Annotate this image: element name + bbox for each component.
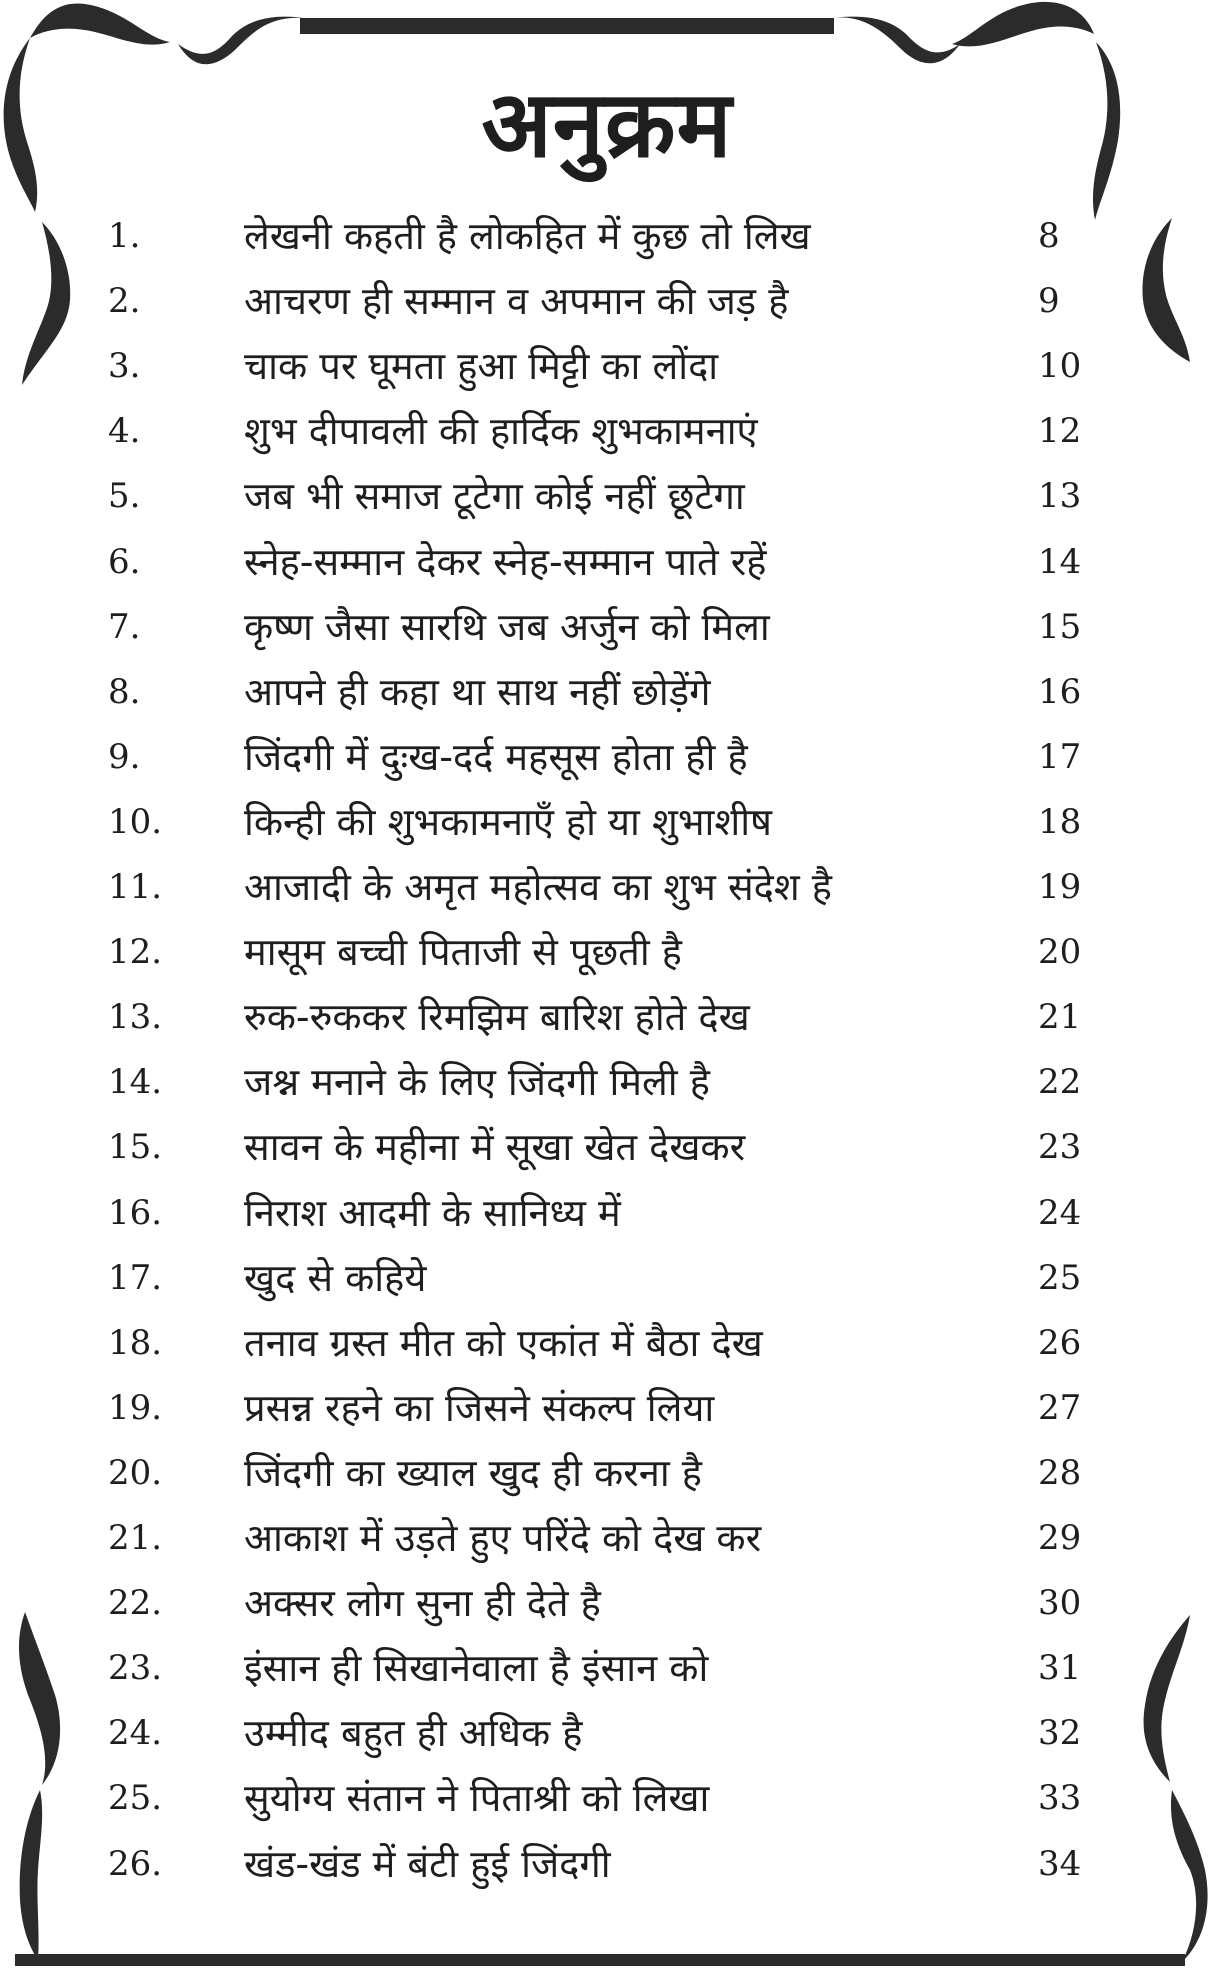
toc-entry-title: तनाव ग्रस्त मीत को एकांत में बैठा देख xyxy=(244,1320,763,1365)
toc-entry-title: इंसान ही सिखानेवाला है इंसान को xyxy=(244,1646,709,1691)
toc-entry-number: 4. xyxy=(108,411,141,452)
toc-entry xyxy=(0,662,1214,722)
toc-entry-title: चाक पर घूमता हुआ मिट्टी का लोंदा xyxy=(244,344,719,389)
frame-top-right-curl xyxy=(952,2,1094,47)
toc-entry-number: 8. xyxy=(108,671,141,712)
toc-entry-title: सुयोग्य संतान ने पिताश्री को लिखा xyxy=(244,1776,710,1821)
toc-entry-title: खुद से कहिये xyxy=(244,1255,427,1300)
frame-top-right-swoosh xyxy=(830,17,960,64)
toc-entry-page-number: 19 xyxy=(1038,867,1082,907)
toc-entry-page-number: 23 xyxy=(1038,1127,1082,1168)
frame-top-bar xyxy=(300,18,834,34)
toc-entry-page-number: 33 xyxy=(1038,1778,1082,1819)
toc-entry xyxy=(0,727,1214,787)
toc-entry xyxy=(0,1508,1214,1568)
toc-entry-page-number: 20 xyxy=(1038,932,1082,973)
toc-entry-page-number: 24 xyxy=(1038,1192,1082,1233)
toc-entry xyxy=(0,857,1214,917)
toc-entry xyxy=(0,1638,1214,1698)
toc-entry-number: 17. xyxy=(108,1257,163,1298)
toc-entry-title: जब भी समाज टूटेगा कोई नहीं छूटेगा xyxy=(244,474,745,519)
toc-entry xyxy=(0,987,1214,1047)
frame-top-left-swoosh xyxy=(178,17,305,65)
toc-entry-number: 12. xyxy=(108,932,163,973)
toc-entry-number: 26. xyxy=(108,1843,163,1884)
toc-entry-page-number: 14 xyxy=(1038,541,1082,582)
toc-entry-title: कृष्ण जैसा सारथि जब अर्जुन को मिला xyxy=(244,604,770,649)
toc-entry-page-number: 16 xyxy=(1038,671,1082,712)
toc-entry-number: 6. xyxy=(108,541,141,582)
toc-entry-page-number: 8 xyxy=(1038,216,1060,256)
toc-entry-number: 14. xyxy=(108,1062,163,1103)
toc-entry-number: 24. xyxy=(108,1713,163,1754)
page-title: अनुक्रम xyxy=(481,70,733,178)
toc-entry xyxy=(0,792,1214,852)
toc-entry-number: 23. xyxy=(108,1648,163,1689)
toc-entry-title: आचरण ही सम्मान व अपमान की जड़ है xyxy=(244,279,789,324)
toc-entry-number: 1. xyxy=(108,216,141,256)
toc-entry-title: सावन के महीना में सूखा खेत देखकर xyxy=(244,1125,746,1170)
toc-entry-title: आकाश में उड़ते हुए परिंदे को देख कर xyxy=(244,1516,762,1560)
toc-entry-page-number: 26 xyxy=(1038,1322,1082,1363)
toc-entry-title: लेखनी कहती है लोकहित में कुछ तो लिख xyxy=(244,214,811,258)
toc-entry-number: 16. xyxy=(108,1192,163,1233)
toc-entry-title: स्नेह-सम्मान देकर स्नेह-सम्मान पाते रहें xyxy=(244,539,767,584)
toc-entry-page-number: 31 xyxy=(1038,1648,1082,1689)
toc-entry-number: 21. xyxy=(108,1518,163,1558)
toc-entry-number: 7. xyxy=(108,606,141,647)
toc-entry-title: उम्मीद बहुत ही अधिक है xyxy=(244,1711,583,1756)
toc-entry xyxy=(0,1834,1214,1894)
toc-entry-number: 5. xyxy=(108,476,141,517)
toc-entry-page-number: 18 xyxy=(1038,801,1082,842)
toc-entry xyxy=(0,1378,1214,1438)
toc-entry-page-number: 12 xyxy=(1038,411,1082,452)
toc-entry-page-number: 22 xyxy=(1038,1062,1082,1103)
toc-entry-page-number: 17 xyxy=(1038,736,1082,777)
toc-entry-number: 9. xyxy=(108,736,141,777)
toc-entry-title: जिंदगी में दुःख-दर्द महसूस होता ही है xyxy=(244,734,748,779)
toc-entry xyxy=(0,1313,1214,1373)
toc-entry-title: आपने ही कहा था साथ नहीं छोड़ेंगे xyxy=(244,669,711,714)
toc-entry xyxy=(0,271,1214,331)
toc-entry xyxy=(0,1573,1214,1633)
toc-entry xyxy=(0,401,1214,461)
toc-entry-title: जिंदगी का ख्याल खुद ही करना है xyxy=(244,1450,702,1495)
toc-entry-number: 18. xyxy=(108,1322,163,1363)
toc-entry-title: शुभ दीपावली की हार्दिक शुभकामनाएं xyxy=(244,409,758,454)
toc-entry-page-number: 29 xyxy=(1038,1518,1082,1558)
toc-entry xyxy=(0,1703,1214,1763)
toc-entry xyxy=(0,1183,1214,1243)
toc-entry-page-number: 10 xyxy=(1038,346,1082,387)
toc-entry xyxy=(0,922,1214,982)
toc-entry-title: आजादी के अमृत महोत्सव का शुभ संदेश है xyxy=(244,865,832,909)
toc-entry-number: 19. xyxy=(108,1387,163,1428)
toc-entry-page-number: 30 xyxy=(1038,1583,1082,1624)
toc-entry-title: अक्सर लोग सुना ही देते है xyxy=(244,1581,601,1626)
toc-entry-number: 2. xyxy=(108,281,141,322)
toc-entry-page-number: 28 xyxy=(1038,1452,1082,1493)
toc-entry xyxy=(0,1052,1214,1112)
toc-entry-page-number: 13 xyxy=(1038,476,1082,517)
toc-entry-title: मासूम बच्ची पिताजी से पूछती है xyxy=(244,930,682,975)
toc-entry xyxy=(0,206,1214,266)
toc-entry xyxy=(0,1768,1214,1828)
toc-entry-number: 13. xyxy=(108,997,163,1038)
toc-entry xyxy=(0,336,1214,396)
toc-entry-title: जश्न मनाने के लिए जिंदगी मिली है xyxy=(244,1060,710,1105)
toc-entry-page-number: 25 xyxy=(1038,1257,1082,1298)
toc-entry-number: 10. xyxy=(108,801,163,842)
toc-entry-title: प्रसन्न रहने का जिसने संकल्प लिया xyxy=(244,1385,715,1430)
toc-entry-page-number: 34 xyxy=(1038,1843,1082,1884)
toc-entry-page-number: 32 xyxy=(1038,1713,1082,1754)
frame-bottom-bar xyxy=(15,1954,1185,1966)
toc-entry xyxy=(0,466,1214,526)
toc-entry-number: 22. xyxy=(108,1583,163,1624)
toc-entry-title: निराश आदमी के सानिध्य में xyxy=(244,1190,621,1235)
toc-entry xyxy=(0,1117,1214,1177)
frame-top-left-curl xyxy=(30,3,170,44)
toc-entry-number: 20. xyxy=(108,1452,163,1493)
toc-entry-number: 3. xyxy=(108,346,141,387)
toc-entry xyxy=(0,532,1214,592)
toc-entry xyxy=(0,1443,1214,1503)
toc-entry xyxy=(0,597,1214,657)
toc-entry-page-number: 21 xyxy=(1038,997,1082,1038)
toc-entry-number: 25. xyxy=(108,1778,163,1819)
toc-entry-number: 11. xyxy=(108,867,163,907)
toc-entry-title: खंड-खंड में बंटी हुई जिंदगी xyxy=(244,1841,611,1886)
toc-entry-page-number: 27 xyxy=(1038,1387,1082,1428)
toc-entry xyxy=(0,1248,1214,1308)
toc-entry-page-number: 15 xyxy=(1038,606,1082,647)
toc-entry-title: रुक-रुककर रिमझिम बारिश होते देख xyxy=(244,995,750,1040)
toc-entry-page-number: 9 xyxy=(1038,281,1060,322)
toc-entry-number: 15. xyxy=(108,1127,163,1168)
toc-entry-title: किन्ही की शुभकामनाएँ हो या शुभाशीष xyxy=(244,799,773,844)
